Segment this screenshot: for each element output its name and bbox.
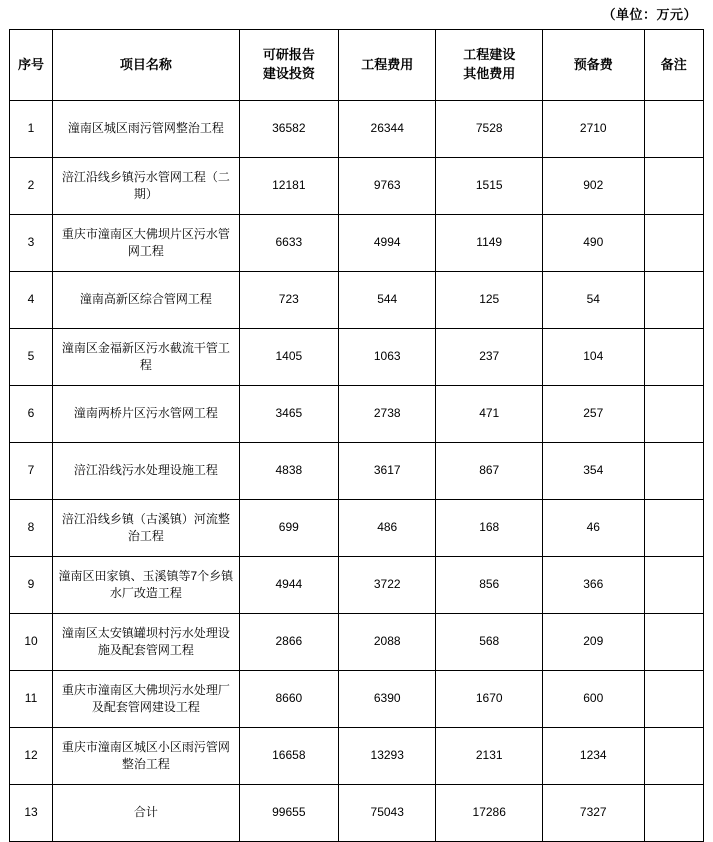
cell-investment: 6633: [239, 215, 338, 272]
cell-investment: 4838: [239, 443, 338, 500]
column-header-engineering-cost: 工程费用: [339, 30, 436, 101]
cell-reserve-fee: 366: [543, 557, 644, 614]
cell-remark: [644, 614, 704, 671]
cell-other-cost: 17286: [436, 785, 543, 842]
cell-remark: [644, 272, 704, 329]
column-header-reserve-fee: 预备费: [543, 30, 644, 101]
column-header-no: 序号: [10, 30, 53, 101]
cell-engineering-cost: 4994: [339, 215, 436, 272]
cell-other-cost: 471: [436, 386, 543, 443]
cell-other-cost: 237: [436, 329, 543, 386]
cell-project-name: 潼南区城区雨污管网整治工程: [53, 101, 240, 158]
cell-remark: [644, 785, 704, 842]
cell-other-cost: 2131: [436, 728, 543, 785]
column-header-other-cost-line2: 其他费用: [463, 66, 516, 81]
cell-remark: [644, 443, 704, 500]
budget-table: [9, 29, 704, 842]
cell-investment: 1405: [239, 329, 338, 386]
cell-project-name: 潼南高新区综合管网工程: [53, 272, 240, 329]
cell-other-cost: 1670: [436, 671, 543, 728]
cell-other-cost: 7528: [436, 101, 543, 158]
cell-investment: 16658: [239, 728, 338, 785]
cell-engineering-cost: 6390: [339, 671, 436, 728]
table-row-total: [10, 785, 704, 842]
cell-no: 10: [10, 614, 53, 671]
cell-other-cost: 1515: [436, 158, 543, 215]
cell-no: 6: [10, 386, 53, 443]
table-row: [10, 272, 704, 329]
cell-project-name: 涪江沿线乡镇污水管网工程（二期）: [53, 158, 240, 215]
cell-project-name: 重庆市潼南区大佛坝片区污水管网工程: [53, 215, 240, 272]
table-row: [10, 329, 704, 386]
cell-project-name: 潼南区田家镇、玉溪镇等7个乡镇水厂改造工程: [53, 557, 240, 614]
table-row: [10, 443, 704, 500]
column-header-investment-line1: 可研报告: [262, 47, 315, 63]
table-row: [10, 614, 704, 671]
cell-project-name: 重庆市潼南区大佛坝污水处理厂及配套管网建设工程: [53, 671, 240, 728]
cell-reserve-fee: 902: [543, 158, 644, 215]
cell-remark: [644, 329, 704, 386]
cell-no: 9: [10, 557, 53, 614]
column-header-investment: [239, 30, 338, 101]
table-row: [10, 671, 704, 728]
cell-other-cost: 168: [436, 500, 543, 557]
cell-remark: [644, 158, 704, 215]
table-row: [10, 158, 704, 215]
cell-other-cost: 1149: [436, 215, 543, 272]
cell-engineering-cost: 13293: [339, 728, 436, 785]
cell-other-cost: 856: [436, 557, 543, 614]
unit-note: （单位：万元）: [602, 7, 697, 22]
cell-reserve-fee: 104: [543, 329, 644, 386]
cell-no: 7: [10, 443, 53, 500]
cell-project-name: 重庆市潼南区城区小区雨污管网整治工程: [53, 728, 240, 785]
cell-reserve-fee: 7327: [543, 785, 644, 842]
table-row: [10, 500, 704, 557]
cell-investment: 4944: [239, 557, 338, 614]
cell-remark: [644, 386, 704, 443]
cell-project-name: 潼南区太安镇罐坝村污水处理设施及配套管网工程: [53, 614, 240, 671]
cell-remark: [644, 557, 704, 614]
cell-other-cost: 568: [436, 614, 543, 671]
cell-remark: [644, 101, 704, 158]
cell-engineering-cost: 9763: [339, 158, 436, 215]
cell-other-cost: 125: [436, 272, 543, 329]
cell-investment: 8660: [239, 671, 338, 728]
cell-project-name: 涪江沿线乡镇（古溪镇）河流整治工程: [53, 500, 240, 557]
cell-reserve-fee: 54: [543, 272, 644, 329]
column-header-project-name: 项目名称: [53, 30, 240, 101]
column-header-other-cost-line1: 工程建设: [463, 47, 516, 63]
table-row: [10, 101, 704, 158]
cell-no: 3: [10, 215, 53, 272]
cell-engineering-cost: 75043: [339, 785, 436, 842]
cell-reserve-fee: 209: [543, 614, 644, 671]
cell-remark: [644, 500, 704, 557]
table-row: [10, 557, 704, 614]
column-header-remark: 备注: [644, 30, 704, 101]
cell-reserve-fee: 490: [543, 215, 644, 272]
cell-reserve-fee: 46: [543, 500, 644, 557]
cell-no: 2: [10, 158, 53, 215]
cell-investment: 36582: [239, 101, 338, 158]
cell-other-cost: 867: [436, 443, 543, 500]
cell-remark: [644, 215, 704, 272]
cell-investment: 12181: [239, 158, 338, 215]
cell-no: 1: [10, 101, 53, 158]
cell-project-name: 涪江沿线污水处理设施工程: [53, 443, 240, 500]
cell-investment: 2866: [239, 614, 338, 671]
cell-project-name: 潼南区金福新区污水截流干管工程: [53, 329, 240, 386]
table-header-row: [10, 30, 704, 101]
cell-remark: [644, 728, 704, 785]
cell-reserve-fee: 354: [543, 443, 644, 500]
cell-remark: [644, 671, 704, 728]
cell-engineering-cost: 486: [339, 500, 436, 557]
cell-reserve-fee: 257: [543, 386, 644, 443]
cell-engineering-cost: 26344: [339, 101, 436, 158]
cell-engineering-cost: 544: [339, 272, 436, 329]
cell-investment: 99655: [239, 785, 338, 842]
cell-engineering-cost: 2738: [339, 386, 436, 443]
cell-investment: 3465: [239, 386, 338, 443]
cell-no: 8: [10, 500, 53, 557]
cell-investment: 723: [239, 272, 338, 329]
cell-no: 13: [10, 785, 53, 842]
cell-engineering-cost: 1063: [339, 329, 436, 386]
cell-engineering-cost: 2088: [339, 614, 436, 671]
cell-reserve-fee: 1234: [543, 728, 644, 785]
table-row: [10, 728, 704, 785]
column-header-investment-line2: 建设投资: [262, 66, 315, 81]
cell-project-name: 潼南两桥片区污水管网工程: [53, 386, 240, 443]
table-body: [10, 101, 704, 842]
cell-engineering-cost: 3617: [339, 443, 436, 500]
cell-no: 11: [10, 671, 53, 728]
cell-no: 4: [10, 272, 53, 329]
cell-no: 5: [10, 329, 53, 386]
table-row: [10, 215, 704, 272]
cell-project-name: 合计: [53, 785, 240, 842]
cell-investment: 699: [239, 500, 338, 557]
table-row: [10, 386, 704, 443]
cell-reserve-fee: 600: [543, 671, 644, 728]
cell-no: 12: [10, 728, 53, 785]
cell-engineering-cost: 3722: [339, 557, 436, 614]
column-header-other-cost: [436, 30, 543, 101]
cell-reserve-fee: 2710: [543, 101, 644, 158]
